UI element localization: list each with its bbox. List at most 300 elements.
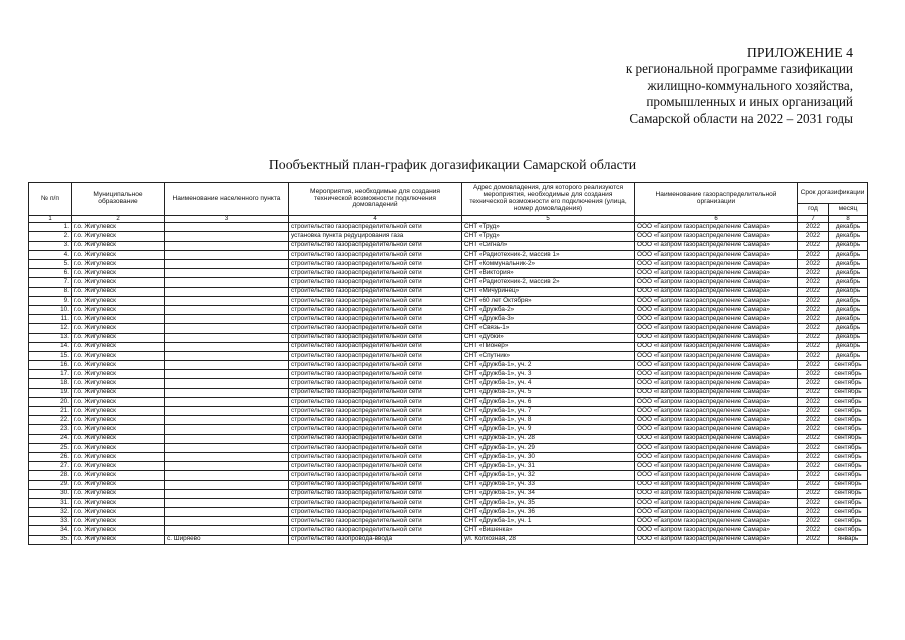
address-cell: СНТ «Спутник» xyxy=(462,351,635,360)
month-cell: сентябрь xyxy=(829,498,868,507)
settlement-cell xyxy=(165,250,289,259)
measure-cell: строительство газораспределительной сети xyxy=(289,324,462,333)
municipality-cell: г.о. Жигулевск xyxy=(72,480,165,489)
month-cell: сентябрь xyxy=(829,508,868,517)
column-number: 2 xyxy=(72,216,165,223)
table-row xyxy=(29,388,868,397)
measure-cell: строительство газораспределительной сети xyxy=(289,443,462,452)
settlement-cell xyxy=(165,416,289,425)
settlement-cell xyxy=(165,342,289,351)
address-cell: СНТ «Дружба-1», уч. 4 xyxy=(462,379,635,388)
row-number-cell: 32. xyxy=(29,508,72,517)
organization-cell: ООО «Газпром газораспределение Самара» xyxy=(635,535,798,544)
table-row xyxy=(29,315,868,324)
organization-cell: ООО «Газпром газораспределение Самара» xyxy=(635,452,798,461)
organization-cell: ООО «Газпром газораспределение Самара» xyxy=(635,315,798,324)
address-cell: СНТ «Вишенка» xyxy=(462,526,635,535)
month-cell: сентябрь xyxy=(829,434,868,443)
table-row xyxy=(29,278,868,287)
header-measures: Мероприятия, необходимые для создания технической возможности подключения домовладений xyxy=(289,183,462,216)
header-month: месяц xyxy=(829,204,868,216)
measure-cell: строительство газораспределительной сети xyxy=(289,480,462,489)
organization-cell: ООО «Газпром газораспределение Самара» xyxy=(635,342,798,351)
measure-cell: строительство газораспределительной сети xyxy=(289,434,462,443)
address-cell: СНТ «Дружба-1», уч. 34 xyxy=(462,489,635,498)
table-row xyxy=(29,443,868,452)
month-cell: декабрь xyxy=(829,232,868,241)
appendix-heading: ПРИЛОЖЕНИЕ 4 xyxy=(746,45,853,60)
year-cell: 2022 xyxy=(798,370,829,379)
table-row xyxy=(29,425,868,434)
municipality-cell: г.о. Жигулевск xyxy=(72,407,165,416)
settlement-cell xyxy=(165,517,289,526)
table-row xyxy=(29,223,868,232)
measure-cell: строительство газораспределительной сети xyxy=(289,260,462,269)
address-cell: СНТ «Дубки» xyxy=(462,333,635,342)
document-title: Пообъектный план-график догазификации Самарской области xyxy=(268,157,637,172)
measure-cell: строительство газораспределительной сети xyxy=(289,250,462,259)
table-row xyxy=(29,296,868,305)
organization-cell: ООО «Газпром газораспределение Самара» xyxy=(635,296,798,305)
municipality-cell: г.о. Жигулевск xyxy=(72,508,165,517)
month-cell: сентябрь xyxy=(829,443,868,452)
measure-cell: строительство газораспределительной сети xyxy=(289,462,462,471)
month-cell: декабрь xyxy=(829,223,868,232)
row-number-cell: 22. xyxy=(29,416,72,425)
settlement-cell xyxy=(165,471,289,480)
organization-cell: ООО «Газпром газораспределение Самара» xyxy=(635,425,798,434)
month-cell: декабрь xyxy=(829,241,868,250)
organization-cell: ООО «Газпром газораспределение Самара» xyxy=(635,351,798,360)
settlement-cell xyxy=(165,489,289,498)
settlement-cell xyxy=(165,407,289,416)
month-cell: сентябрь xyxy=(829,489,868,498)
table-row xyxy=(29,241,868,250)
settlement-cell xyxy=(165,434,289,443)
settlement-cell xyxy=(165,287,289,296)
table-row xyxy=(29,342,868,351)
month-cell: сентябрь xyxy=(829,388,868,397)
settlement-cell xyxy=(165,379,289,388)
header-address: Адрес домовладения, для которого реализуются мероприятия, необходимые для создания технической возможности его подключения (улица, номер домовладения) xyxy=(462,183,635,216)
year-cell: 2022 xyxy=(798,462,829,471)
organization-cell: ООО «Газпром газораспределение Самара» xyxy=(635,278,798,287)
column-number: 7 xyxy=(798,216,829,223)
organization-cell: ООО «Газпром газораспределение Самара» xyxy=(635,471,798,480)
year-cell: 2022 xyxy=(798,278,829,287)
row-number-cell: 20. xyxy=(29,397,72,406)
organization-cell: ООО «Газпром газораспределение Самара» xyxy=(635,333,798,342)
month-cell: сентябрь xyxy=(829,462,868,471)
address-cell: СНТ «Дружба-1», уч. 30 xyxy=(462,452,635,461)
row-number-cell: 29. xyxy=(29,480,72,489)
municipality-cell: г.о. Жигулевск xyxy=(72,351,165,360)
row-number-cell: 1. xyxy=(29,223,72,232)
measure-cell: строительство газораспределительной сети xyxy=(289,425,462,434)
month-cell: сентябрь xyxy=(829,361,868,370)
municipality-cell: г.о. Жигулевск xyxy=(72,489,165,498)
month-cell: декабрь xyxy=(829,315,868,324)
row-number-cell: 24. xyxy=(29,434,72,443)
measure-cell: строительство газораспределительной сети xyxy=(289,471,462,480)
month-cell: сентябрь xyxy=(829,407,868,416)
settlement-cell xyxy=(165,333,289,342)
organization-cell: ООО «Газпром газораспределение Самара» xyxy=(635,241,798,250)
municipality-cell: г.о. Жигулевск xyxy=(72,498,165,507)
organization-cell: ООО «Газпром газораспределение Самара» xyxy=(635,287,798,296)
month-cell: сентябрь xyxy=(829,416,868,425)
table-row xyxy=(29,452,868,461)
address-cell: СНТ «Дружба-1», уч. 5 xyxy=(462,388,635,397)
organization-cell: ООО «Газпром газораспределение Самара» xyxy=(635,489,798,498)
address-cell: СНТ «Труд» xyxy=(462,223,635,232)
year-cell: 2022 xyxy=(798,526,829,535)
row-number-cell: 27. xyxy=(29,462,72,471)
year-cell: 2022 xyxy=(798,223,829,232)
table-row xyxy=(29,324,868,333)
municipality-cell: г.о. Жигулевск xyxy=(72,425,165,434)
organization-cell: ООО «Газпром газораспределение Самара» xyxy=(635,324,798,333)
address-cell: СНТ «Дружба-1», уч. 35 xyxy=(462,498,635,507)
table-row xyxy=(29,526,868,535)
month-cell: сентябрь xyxy=(829,452,868,461)
year-cell: 2022 xyxy=(798,287,829,296)
year-cell: 2022 xyxy=(798,260,829,269)
year-cell: 2022 xyxy=(798,434,829,443)
address-cell: СНТ «Дружба-1», уч. 8 xyxy=(462,416,635,425)
table-row xyxy=(29,351,868,360)
municipality-cell: г.о. Жигулевск xyxy=(72,296,165,305)
organization-cell: ООО «Газпром газораспределение Самара» xyxy=(635,498,798,507)
row-number-cell: 31. xyxy=(29,498,72,507)
row-number-cell: 12. xyxy=(29,324,72,333)
address-cell: СНТ «Виктория» xyxy=(462,269,635,278)
municipality-cell: г.о. Жигулевск xyxy=(72,379,165,388)
row-number-cell: 5. xyxy=(29,260,72,269)
table-row xyxy=(29,232,868,241)
year-cell: 2022 xyxy=(798,324,829,333)
row-number-cell: 9. xyxy=(29,296,72,305)
table-row xyxy=(29,498,868,507)
measure-cell: строительство газораспределительной сети xyxy=(289,269,462,278)
table-row xyxy=(29,480,868,489)
settlement-cell: с. Ширяево xyxy=(165,535,289,544)
row-number-cell: 35. xyxy=(29,535,72,544)
month-cell: декабрь xyxy=(829,260,868,269)
address-cell: СНТ «Сигнал» xyxy=(462,241,635,250)
table-row xyxy=(29,250,868,259)
row-number-cell: 8. xyxy=(29,287,72,296)
year-cell: 2022 xyxy=(798,489,829,498)
year-cell: 2022 xyxy=(798,296,829,305)
year-cell: 2022 xyxy=(798,471,829,480)
measure-cell: строительство газораспределительной сети xyxy=(289,388,462,397)
address-cell: СНТ «60 лет Октября» xyxy=(462,296,635,305)
row-number-cell: 6. xyxy=(29,269,72,278)
settlement-cell xyxy=(165,443,289,452)
appendix-line: промышленных и иных организаций xyxy=(646,94,853,110)
measure-cell: строительство газораспределительной сети xyxy=(289,489,462,498)
row-number-cell: 28. xyxy=(29,471,72,480)
measure-cell: строительство газораспределительной сети xyxy=(289,223,462,232)
table-row xyxy=(29,416,868,425)
year-cell: 2022 xyxy=(798,452,829,461)
year-cell: 2022 xyxy=(798,305,829,314)
address-cell: СНТ «Радиотехник-2, массив 1» xyxy=(462,250,635,259)
settlement-cell xyxy=(165,397,289,406)
settlement-cell xyxy=(165,462,289,471)
measure-cell: строительство газораспределительной сети xyxy=(289,351,462,360)
organization-cell: ООО «Газпром газораспределение Самара» xyxy=(635,223,798,232)
table-row xyxy=(29,407,868,416)
table-row xyxy=(29,489,868,498)
settlement-cell xyxy=(165,296,289,305)
measure-cell: строительство газораспределительной сети xyxy=(289,333,462,342)
table-body xyxy=(29,223,868,545)
year-cell: 2022 xyxy=(798,480,829,489)
municipality-cell: г.о. Жигулевск xyxy=(72,434,165,443)
municipality-cell: г.о. Жигулевск xyxy=(72,342,165,351)
header-settlement: Наименование населенного пункта xyxy=(165,183,289,216)
month-cell: декабрь xyxy=(829,250,868,259)
month-cell: декабрь xyxy=(829,342,868,351)
table-row xyxy=(29,361,868,370)
table-row xyxy=(29,434,868,443)
municipality-cell: г.о. Жигулевск xyxy=(72,443,165,452)
municipality-cell: г.о. Жигулевск xyxy=(72,517,165,526)
table-row xyxy=(29,287,868,296)
municipality-cell: г.о. Жигулевск xyxy=(72,333,165,342)
measure-cell: строительство газораспределительной сети xyxy=(289,370,462,379)
measure-cell: строительство газораспределительной сети xyxy=(289,452,462,461)
organization-cell: ООО «Газпром газораспределение Самара» xyxy=(635,526,798,535)
row-number-cell: 26. xyxy=(29,452,72,461)
municipality-cell: г.о. Жигулевск xyxy=(72,287,165,296)
header-num: № п/п xyxy=(29,183,72,216)
settlement-cell xyxy=(165,324,289,333)
month-cell: сентябрь xyxy=(829,471,868,480)
row-number-cell: 10. xyxy=(29,305,72,314)
year-cell: 2022 xyxy=(798,232,829,241)
settlement-cell xyxy=(165,232,289,241)
settlement-cell xyxy=(165,223,289,232)
address-cell: СНТ «Мичуринец» xyxy=(462,287,635,296)
municipality-cell: г.о. Жигулевск xyxy=(72,223,165,232)
table-row xyxy=(29,535,868,544)
organization-cell: ООО «Газпром газораспределение Самара» xyxy=(635,232,798,241)
address-cell: СНТ «Дружба-1», уч. 32 xyxy=(462,471,635,480)
column-number: 3 xyxy=(165,216,289,223)
measure-cell: установка пункта редуцирования газа xyxy=(289,232,462,241)
address-cell: СНТ «Радиотехник-2, массив 2» xyxy=(462,278,635,287)
settlement-cell xyxy=(165,351,289,360)
measure-cell: строительство газораспределительной сети xyxy=(289,526,462,535)
appendix-block xyxy=(626,45,853,127)
year-cell: 2022 xyxy=(798,250,829,259)
column-number-row xyxy=(29,216,868,223)
settlement-cell xyxy=(165,498,289,507)
year-cell: 2022 xyxy=(798,361,829,370)
month-cell: декабрь xyxy=(829,324,868,333)
month-cell: сентябрь xyxy=(829,379,868,388)
organization-cell: ООО «Газпром газораспределение Самара» xyxy=(635,361,798,370)
year-cell: 2022 xyxy=(798,315,829,324)
gasification-schedule-table xyxy=(28,182,868,545)
appendix-line: жилищно-коммунального хозяйства, xyxy=(647,77,853,93)
organization-cell: ООО «Газпром газораспределение Самара» xyxy=(635,305,798,314)
municipality-cell: г.о. Жигулевск xyxy=(72,269,165,278)
appendix-line: к региональной программе газификации xyxy=(625,61,853,77)
address-cell: СНТ «Дружба-1», уч. 36 xyxy=(462,508,635,517)
row-number-cell: 11. xyxy=(29,315,72,324)
municipality-cell: г.о. Жигулевск xyxy=(72,278,165,287)
row-number-cell: 16. xyxy=(29,361,72,370)
municipality-cell: г.о. Жигулевск xyxy=(72,324,165,333)
municipality-cell: г.о. Жигулевск xyxy=(72,388,165,397)
table-row xyxy=(29,462,868,471)
municipality-cell: г.о. Жигулевск xyxy=(72,416,165,425)
month-cell: январь xyxy=(829,535,868,544)
address-cell: СНТ «Дружба-1», уч. 33 xyxy=(462,480,635,489)
organization-cell: ООО «Газпром газораспределение Самара» xyxy=(635,508,798,517)
month-cell: декабрь xyxy=(829,305,868,314)
year-cell: 2022 xyxy=(798,241,829,250)
year-cell: 2022 xyxy=(798,508,829,517)
municipality-cell: г.о. Жигулевск xyxy=(72,241,165,250)
row-number-cell: 30. xyxy=(29,489,72,498)
year-cell: 2022 xyxy=(798,517,829,526)
address-cell: СНТ «Дружба-1», уч. 3 xyxy=(462,370,635,379)
municipality-cell: г.о. Жигулевск xyxy=(72,305,165,314)
year-cell: 2022 xyxy=(798,535,829,544)
column-number: 6 xyxy=(635,216,798,223)
header-term: Срок догазификации xyxy=(798,183,868,204)
table-row xyxy=(29,471,868,480)
row-number-cell: 19. xyxy=(29,388,72,397)
row-number-cell: 4. xyxy=(29,250,72,259)
table-row xyxy=(29,260,868,269)
municipality-cell: г.о. Жигулевск xyxy=(72,361,165,370)
month-cell: декабрь xyxy=(829,278,868,287)
header-organization: Наименование газораспределительной организации xyxy=(635,183,798,216)
municipality-cell: г.о. Жигулевск xyxy=(72,260,165,269)
municipality-cell: г.о. Жигулевск xyxy=(72,370,165,379)
measure-cell: строительство газораспределительной сети xyxy=(289,517,462,526)
organization-cell: ООО «Газпром газораспределение Самара» xyxy=(635,480,798,489)
year-cell: 2022 xyxy=(798,333,829,342)
address-cell: СНТ «Дружба-1», уч. 9 xyxy=(462,425,635,434)
year-cell: 2022 xyxy=(798,388,829,397)
row-number-cell: 25. xyxy=(29,443,72,452)
municipality-cell: г.о. Жигулевск xyxy=(72,462,165,471)
measure-cell: строительство газораспределительной сети xyxy=(289,241,462,250)
row-number-cell: 17. xyxy=(29,370,72,379)
table-row xyxy=(29,379,868,388)
settlement-cell xyxy=(165,361,289,370)
organization-cell: ООО «Газпром газораспределение Самара» xyxy=(635,250,798,259)
column-number: 1 xyxy=(29,216,72,223)
address-cell: ул. Колхозная, 28 xyxy=(462,535,635,544)
address-cell: СНТ «Дружба-1», уч. 28 xyxy=(462,434,635,443)
settlement-cell xyxy=(165,305,289,314)
organization-cell: ООО «Газпром газораспределение Самара» xyxy=(635,434,798,443)
municipality-cell: г.о. Жигулевск xyxy=(72,526,165,535)
year-cell: 2022 xyxy=(798,443,829,452)
organization-cell: ООО «Газпром газораспределение Самара» xyxy=(635,443,798,452)
row-number-cell: 3. xyxy=(29,241,72,250)
month-cell: сентябрь xyxy=(829,425,868,434)
column-number: 8 xyxy=(829,216,868,223)
address-cell: СНТ «Дружба-1», уч. 2 xyxy=(462,361,635,370)
month-cell: декабрь xyxy=(829,269,868,278)
measure-cell: строительство газораспределительной сети xyxy=(289,508,462,517)
month-cell: декабрь xyxy=(829,296,868,305)
month-cell: сентябрь xyxy=(829,480,868,489)
row-number-cell: 18. xyxy=(29,379,72,388)
municipality-cell: г.о. Жигулевск xyxy=(72,250,165,259)
month-cell: сентябрь xyxy=(829,370,868,379)
address-cell: СНТ «Труд» xyxy=(462,232,635,241)
measure-cell: строительство газораспределительной сети xyxy=(289,278,462,287)
organization-cell: ООО «Газпром газораспределение Самара» xyxy=(635,416,798,425)
header-municipality: Муниципальное образование xyxy=(72,183,165,216)
row-number-cell: 2. xyxy=(29,232,72,241)
address-cell: СНТ «Дружба-1», уч. 29 xyxy=(462,443,635,452)
settlement-cell xyxy=(165,315,289,324)
settlement-cell xyxy=(165,388,289,397)
address-cell: СНТ «Дружба-2» xyxy=(462,305,635,314)
year-cell: 2022 xyxy=(798,351,829,360)
header-year: год xyxy=(798,204,829,216)
settlement-cell xyxy=(165,241,289,250)
settlement-cell xyxy=(165,260,289,269)
organization-cell: ООО «Газпром газораспределение Самара» xyxy=(635,517,798,526)
row-number-cell: 34. xyxy=(29,526,72,535)
month-cell: сентябрь xyxy=(829,517,868,526)
settlement-cell xyxy=(165,425,289,434)
table-row xyxy=(29,397,868,406)
measure-cell: строительство газораспределительной сети xyxy=(289,379,462,388)
month-cell: декабрь xyxy=(829,333,868,342)
row-number-cell: 21. xyxy=(29,407,72,416)
settlement-cell xyxy=(165,526,289,535)
month-cell: сентябрь xyxy=(829,526,868,535)
table-row xyxy=(29,333,868,342)
address-cell: СНТ «Дружба-1», уч. 7 xyxy=(462,407,635,416)
settlement-cell xyxy=(165,278,289,287)
measure-cell: строительство газораспределительной сети xyxy=(289,296,462,305)
row-number-cell: 15. xyxy=(29,351,72,360)
organization-cell: ООО «Газпром газораспределение Самара» xyxy=(635,260,798,269)
address-cell: СНТ «Дружба-1», уч. 6 xyxy=(462,397,635,406)
municipality-cell: г.о. Жигулевск xyxy=(72,471,165,480)
organization-cell: ООО «Газпром газораспределение Самара» xyxy=(635,370,798,379)
measure-cell: строительство газораспределительной сети xyxy=(289,361,462,370)
organization-cell: ООО «Газпром газораспределение Самара» xyxy=(635,269,798,278)
measure-cell: строительство газораспределительной сети xyxy=(289,407,462,416)
table-row xyxy=(29,305,868,314)
measure-cell: строительство газораспределительной сети xyxy=(289,287,462,296)
settlement-cell xyxy=(165,452,289,461)
year-cell: 2022 xyxy=(798,269,829,278)
address-cell: СНТ «Дружба-1», уч. 31 xyxy=(462,462,635,471)
municipality-cell: г.о. Жигулевск xyxy=(72,452,165,461)
table-row xyxy=(29,269,868,278)
year-cell: 2022 xyxy=(798,342,829,351)
address-cell: СНТ «Коммунальник-2» xyxy=(462,260,635,269)
municipality-cell: г.о. Жигулевск xyxy=(72,315,165,324)
measure-cell: строительство газораспределительной сети xyxy=(289,342,462,351)
